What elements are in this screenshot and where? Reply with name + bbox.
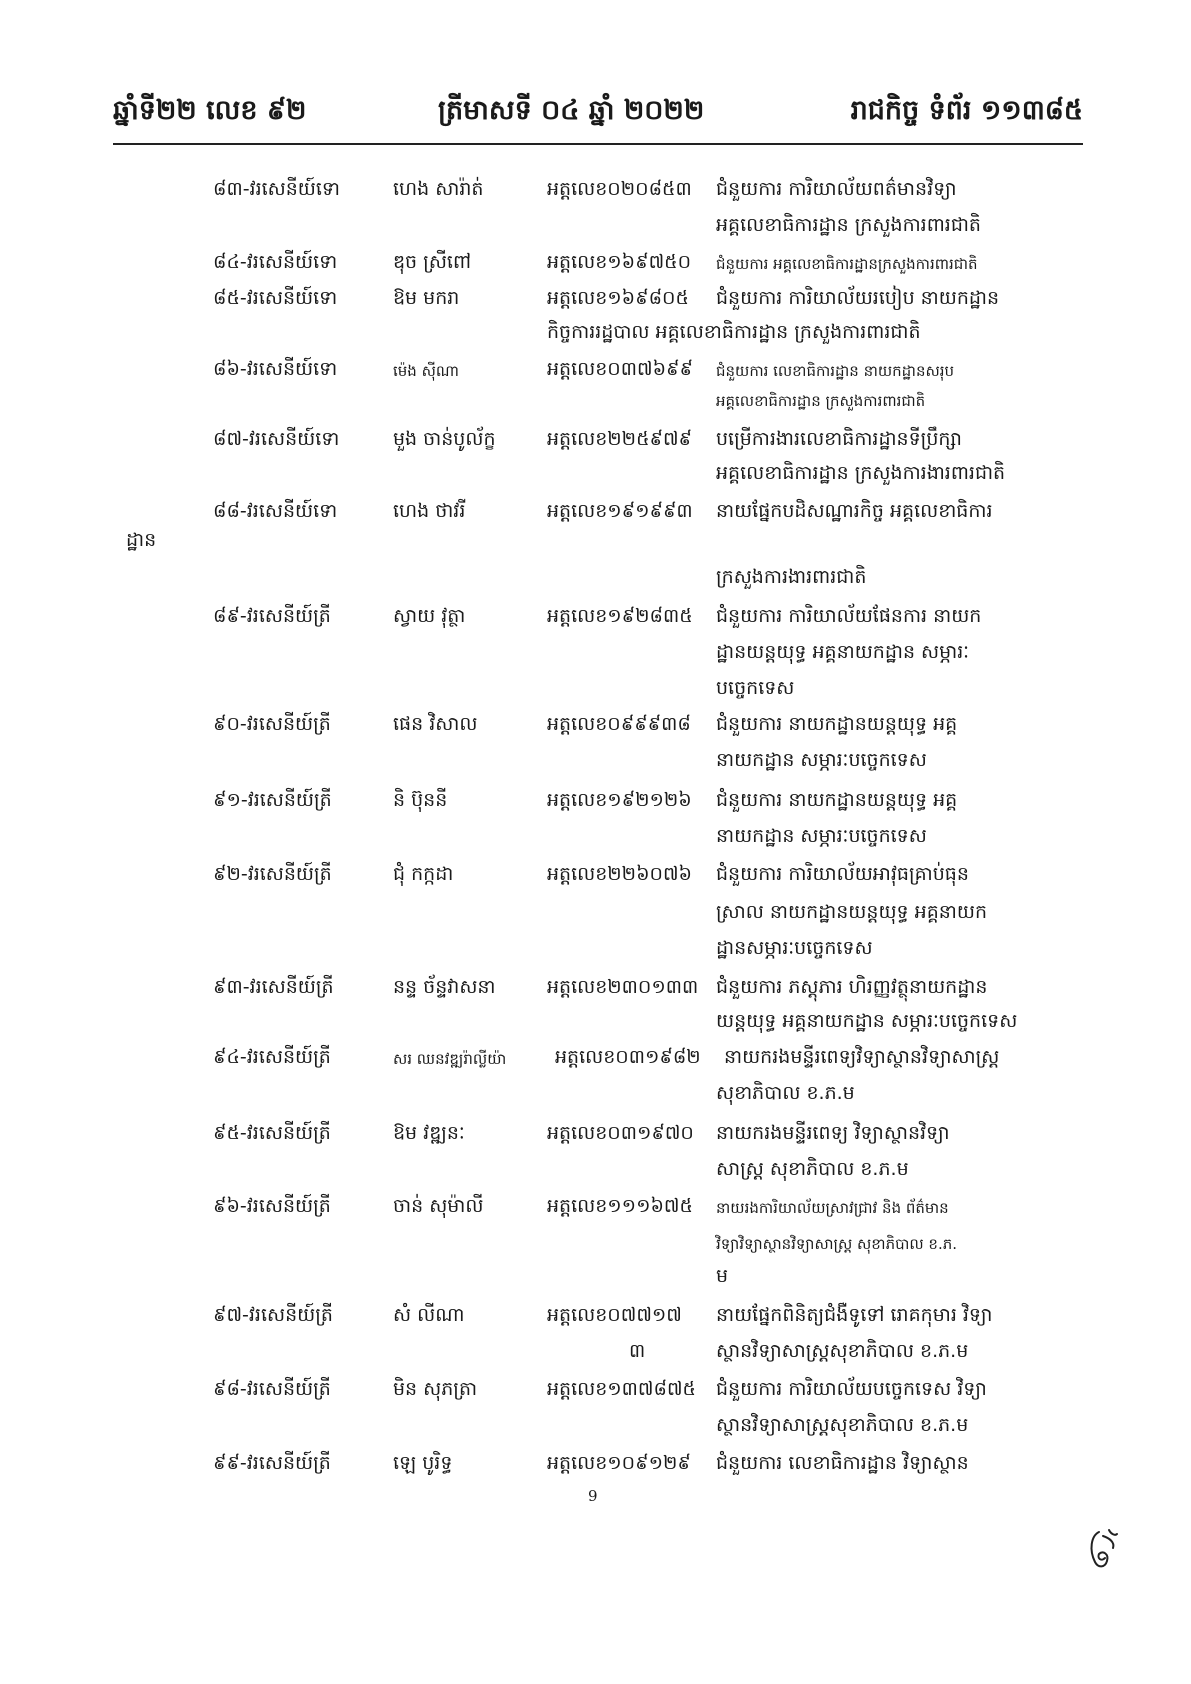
entry-rank: ៩៩-វរសេនីយ៍ត្រី xyxy=(213,1452,331,1474)
entry-position: ស្រាល នាយកដ្ឋានយន្តយុទ្ធ អគ្គនាយក xyxy=(716,901,988,923)
entry-position: អគ្គលេខាធិការដ្ឋាន ក្រសួងការពារជាតិ xyxy=(716,392,926,410)
entry-rank: ៩៨-វរសេនីយ៍ត្រី xyxy=(213,1378,331,1400)
entry-position: ជំនួយការ អគ្គលេខាធិការដ្ឋានក្រសួងការពារជាតិ xyxy=(716,255,978,273)
stray-text: ដ្ឋាន xyxy=(126,529,157,551)
entry-name: សរ ឈនវឌ្ឍរ៉ាល្លីយ៉ា xyxy=(393,1050,507,1068)
entry-position: ជំនួយការ ភស្តុភារ ហិរញ្ញវត្ថុនាយកដ្ឋាន xyxy=(716,976,988,998)
entry-position: សុខាភិបាល ខ.ភ.ម xyxy=(716,1082,855,1104)
entry-name: ឱម មករា xyxy=(393,287,460,309)
entry-rank: ៨៩-វរសេនីយ៍ត្រី xyxy=(213,605,331,627)
entry-name: ហេង ថាវរី xyxy=(393,500,466,522)
entry-id: អត្តលេខ២២៥៩៧៩ xyxy=(547,428,693,450)
entry-id: អត្តលេខ០៩៩៩៣៨ xyxy=(547,713,691,735)
entry-name: និ ប៊ុននី xyxy=(393,789,448,811)
entry-position: ជំនួយការ ការិយាល័យអាវុធគ្រាប់ធុន xyxy=(716,863,969,885)
entry-position: ម xyxy=(716,1265,729,1287)
entry-rank: ៨៣-វរសេនីយ៍ទោ xyxy=(213,178,340,200)
entry-id: អត្តលេខ១៩១៩៩៣ xyxy=(547,500,693,522)
entry-id: អត្តលេខ២២៦០៧៦ xyxy=(547,863,693,885)
entry-id: អត្តលេខ០៧៧១៧ xyxy=(547,1304,682,1326)
entry-rank: ៨៦-វរសេនីយ៍ទោ xyxy=(213,358,338,380)
entry-id: អត្តលេខ១៦៩៨០៥ xyxy=(547,287,689,309)
entry-rank: ៩៧-វរសេនីយ៍ត្រី xyxy=(213,1304,333,1326)
entry-id: អត្តលេខ១៣៧៨៧៥ xyxy=(547,1378,696,1400)
entry-position: វិទ្យាវិទ្យាស្ថានវិទ្យាសាស្ត្រ សុខាភិបាល ខ.ភ. xyxy=(716,1235,957,1253)
header-page-ref: រាជកិច្ច ទំព័រ ១១៣៨៥ xyxy=(850,95,1083,126)
entry-position: ជំនួយការ ការិយាល័យរបៀប នាយកដ្ឋាន xyxy=(716,287,1000,309)
entry-position: ក្រសួងការងារពារជាតិ xyxy=(716,566,867,588)
page-number: 9 xyxy=(588,1487,598,1505)
entry-position: នាយកដ្ឋាន សម្ភារៈបច្ចេកទេស xyxy=(716,749,927,771)
entry-rank: ៩៦-វរសេនីយ៍ត្រី xyxy=(213,1195,331,1217)
entry-position: បច្ចេកទេស xyxy=(716,677,795,699)
entry-position: អគ្គលេខាធិការដ្ឋាន ក្រសួងការពារជាតិ xyxy=(716,214,981,236)
entry-name: ឌុច ស្រីពៅ xyxy=(393,251,472,273)
entry-rank: ៨៥-វរសេនីយ៍ទោ xyxy=(213,287,338,309)
entry-rank: ៨៧-វរសេនីយ៍ទោ xyxy=(213,428,340,450)
initial-mark-icon xyxy=(1085,1528,1121,1572)
entry-rank: ៩៤-វរសេនីយ៍ត្រី xyxy=(213,1046,331,1068)
entry-position: នាយផ្នែកបដិសណ្ឋារកិច្ច អគ្គលេខាធិការ xyxy=(716,500,993,522)
entry-name: ឱម វឌ្ឍនៈ xyxy=(393,1122,465,1144)
entry-position: នាយកដ្ឋាន សម្ភារៈបច្ចេកទេស xyxy=(716,825,927,847)
header-quarter: ត្រីមាសទី ០៤ ឆ្នាំ ២០២២ xyxy=(438,95,705,126)
entry-rank: ៩៥-វរសេនីយ៍ត្រី xyxy=(213,1122,331,1144)
entry-rank: ៩៣-វរសេនីយ៍ត្រី xyxy=(213,976,334,998)
entry-id-continuation: ៣ xyxy=(629,1340,646,1362)
entry-id: អត្តលេខ១៩២៨៣៥ xyxy=(547,605,693,627)
entry-id: អត្តលេខ២៣០១៣៣ xyxy=(547,976,699,998)
entry-name: មួង ចាន់បូល័ក្ខ xyxy=(393,428,496,450)
entry-position: ជំនួយការ នាយកដ្ឋានយន្តយុទ្ធ អគ្គ xyxy=(716,789,958,811)
entry-position: ជំនួយការ ការិយាល័យបច្ចេកទេស វិទ្យា xyxy=(716,1378,987,1400)
entry-rank: ៩២-វរសេនីយ៍ត្រី xyxy=(213,863,332,885)
header-issue: ឆ្នាំទី២២ លេខ ៩២ xyxy=(113,95,307,126)
entry-position: នាយករងមន្ទីរពេទ្យវិទ្យាស្ថានវិទ្យាសាស្ត្រ xyxy=(724,1046,1000,1068)
entry-id: អត្តលេខ០២០៨៥៣ xyxy=(547,178,692,200)
entry-name: សំ លីណា xyxy=(393,1304,465,1326)
entry-position: នាយករងមន្ទីរពេទ្យ វិទ្យាស្ថានវិទ្យា xyxy=(716,1122,950,1144)
entry-position: អគ្គលេខាធិការដ្ឋាន ក្រសួងការងារពារជាតិ xyxy=(716,462,1006,484)
entry-position: យន្តយុទ្ធ អគ្គនាយកដ្ឋាន សម្ភារៈបច្ចេកទេស xyxy=(716,1010,1018,1032)
entry-position: ដ្ឋានយន្តយុទ្ធ អគ្គនាយកដ្ឋាន សម្ភារៈ xyxy=(716,641,970,663)
entry-name: ចាន់ សុម៉ាលី xyxy=(393,1195,484,1217)
entry-rank: ៩១-វរសេនីយ៍ត្រី xyxy=(213,789,332,811)
entry-name: ស្វាយ វុត្ថា xyxy=(393,605,466,627)
entry-position: ជំនួយការ ការិយាល័យពត៌មានវិទ្យា xyxy=(716,178,957,200)
entry-position: ជំនួយការ លេខាធិការដ្ឋាន វិទ្យាស្ថាន xyxy=(716,1452,969,1474)
entry-id: អត្តលេខ១១១៦៧៥ xyxy=(547,1195,693,1217)
entry-name: មិន សុភត្រា xyxy=(393,1378,478,1400)
entry-position: ជំនួយការ ការិយាល័យផែនការ នាយក xyxy=(716,605,982,627)
entry-position: ជំនួយការ នាយកដ្ឋានយន្តយុទ្ធ អគ្គ xyxy=(716,713,958,735)
entry-id: អត្តលេខ០៣១៩៧០ xyxy=(547,1122,694,1144)
entry-position: បម្រើការងារលេខាធិការដ្ឋានទីប្រឹក្សា xyxy=(716,428,962,450)
entry-id: អត្តលេខ០៣១៩៨២ xyxy=(555,1046,701,1068)
entry-position: ជំនួយការ លេខាធិការដ្ឋាន នាយកដ្ឋានសរុប xyxy=(716,362,955,380)
entry-id: អត្តលេខ១៦៩៧៥០ xyxy=(547,251,692,273)
entry-rank: ៨៤-វរសេនីយ៍ទោ xyxy=(213,251,338,273)
entry-position: កិច្ចការរដ្ឋបាល អគ្គលេខាធិការដ្ឋាន ក្រសួងការពារជាតិ xyxy=(547,321,921,343)
entry-name: នន្ទ ច័ន្ទវាសនា xyxy=(393,976,496,998)
entry-position: នាយផ្នែកពិនិត្យជំងឺទូទៅ រោគកុមារ វិទ្យា xyxy=(716,1304,993,1326)
entry-name: ឡេ បូរិទ្ធ xyxy=(393,1452,453,1474)
entry-position: ស្ថានវិទ្យាសាស្ត្រសុខាភិបាល ខ.ភ.ម xyxy=(716,1340,969,1362)
entry-position: ដ្ឋានសម្ភារៈបច្ចេកទេស xyxy=(716,937,873,959)
entry-name: ហេង សារ៉ាត់ xyxy=(393,178,484,200)
entry-position: នាយរងការិយាល័យស្រាវជ្រាវ និង ព័ត៌មាន xyxy=(716,1199,949,1217)
entry-position: ស្ថានវិទ្យាសាស្ត្រសុខាភិបាល ខ.ភ.ម xyxy=(716,1414,969,1436)
entry-name: ម៉េង ស៊ីណា xyxy=(393,362,459,380)
entry-position: សាស្ត្រ សុខាភិបាល ខ.ភ.ម xyxy=(716,1158,909,1180)
entry-id: អត្តលេខ១០៩១២៩ xyxy=(547,1452,691,1474)
entry-rank: ៨៨-វរសេនីយ៍ទោ xyxy=(213,500,338,522)
entry-name: ផេន វិសាល xyxy=(393,713,478,735)
entry-name: ជុំ កក្កដា xyxy=(393,863,454,885)
entry-rank: ៩០-វរសេនីយ៍ត្រី xyxy=(213,713,331,735)
entry-id: អត្តលេខ១៩២១២៦ xyxy=(547,789,692,811)
entry-id: អត្តលេខ០៣៧៦៩៩ xyxy=(547,358,693,380)
